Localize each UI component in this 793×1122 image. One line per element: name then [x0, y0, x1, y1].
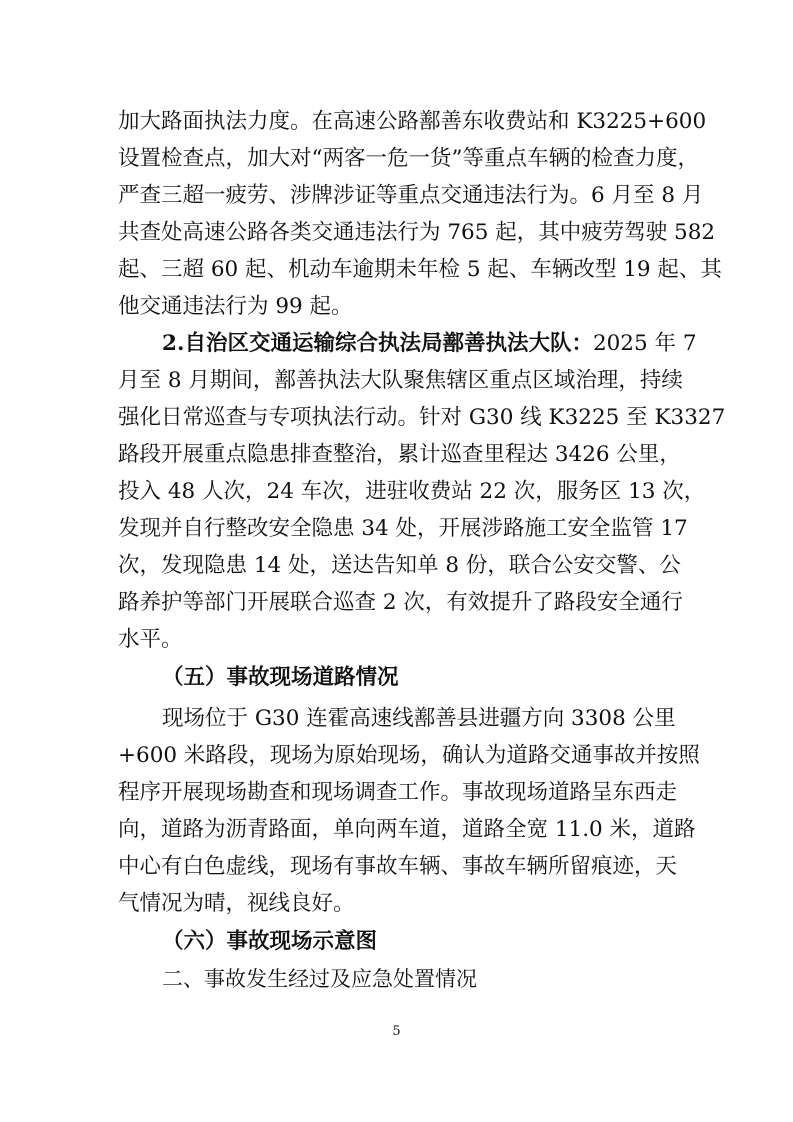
- paragraph-3-line-2: +600 米路段，现场为原始现场，确认为道路交通事故并按照: [118, 743, 700, 768]
- paragraph-3-line-5: 中心有白色虚线，现场有事故车辆、事故车辆所留痕迹，天: [118, 854, 678, 879]
- paragraph-2-line-4: 路段开展重点隐患排查整治，累计巡查里程达 3426 公里，: [118, 442, 681, 467]
- paragraph-2-line-6: 发现并自行整改安全隐患 34 处，开展涉路施工安全监管 17: [118, 516, 688, 541]
- paragraph-3-line-1: 现场位于 G30 连霍高速线鄯善县进疆方向 3308 公里: [162, 706, 676, 731]
- paragraph-1-line-6: 他交通违法行为 99 起。: [118, 294, 353, 319]
- paragraph-2-line-5: 投入 48 人次，24 车次，进驻收费站 22 次，服务区 13 次，: [118, 479, 706, 504]
- paragraph-1-line-5: 起、三超 60 起、机动车逾期未年检 5 起、车辆改型 19 起、其: [118, 257, 722, 282]
- paragraph-3-line-4: 向，道路为沥青路面，单向两车道，道路全宽 11.0 米，道路: [118, 817, 696, 842]
- paragraph-2-bold-label: 2.自治区交通运输综合执法局鄯善执法大队：: [162, 331, 593, 356]
- paragraph-2-first-rest: 2025 年 7: [592, 331, 697, 356]
- paragraph-1-line-4: 共查处高速公路各类交通违法行为 765 起，其中疲劳驾驶 582: [118, 220, 716, 245]
- paragraph-2-line-1: [162, 328, 697, 360]
- paragraph-1-line-3: 严查三超一疲劳、涉牌涉证等重点交通违法行为。6 月至 8 月: [118, 183, 704, 208]
- page-number: 5: [392, 1024, 401, 1039]
- part-2-heading: 二、事故发生经过及应急处置情况: [162, 967, 477, 991]
- section-5-heading: （五）事故现场道路情况: [162, 665, 399, 690]
- section-6-heading: （六）事故现场示意图: [162, 929, 378, 954]
- paragraph-2-line-2: 月至 8 月期间，鄯善执法大队聚焦辖区重点区域治理，持续: [118, 368, 683, 393]
- paragraph-2-line-3: 强化日常巡查与专项执法行动。针对 G30 线 K3225 至 K3327: [118, 405, 726, 430]
- paragraph-2-line-9: 水平。: [118, 627, 183, 652]
- paragraph-3-line-6: 气情况为晴，视线良好。: [118, 891, 355, 916]
- paragraph-3-line-3: 程序开展现场勘查和现场调查工作。事故现场道路呈东西走: [118, 780, 678, 805]
- paragraph-2-line-7: 次，发现隐患 14 处，送达告知单 8 份，联合公安交警、公: [118, 553, 681, 578]
- paragraph-1-line-1: 加大路面执法力度。在高速公路鄯善东收费站和 K3225+600: [118, 109, 707, 134]
- paragraph-1-line-2: 设置检查点，加大对“两客一危一货”等重点车辆的检查力度，: [118, 146, 699, 171]
- paragraph-2-line-8: 路养护等部门开展联合巡查 2 次，有效提升了路段安全通行: [118, 590, 683, 615]
